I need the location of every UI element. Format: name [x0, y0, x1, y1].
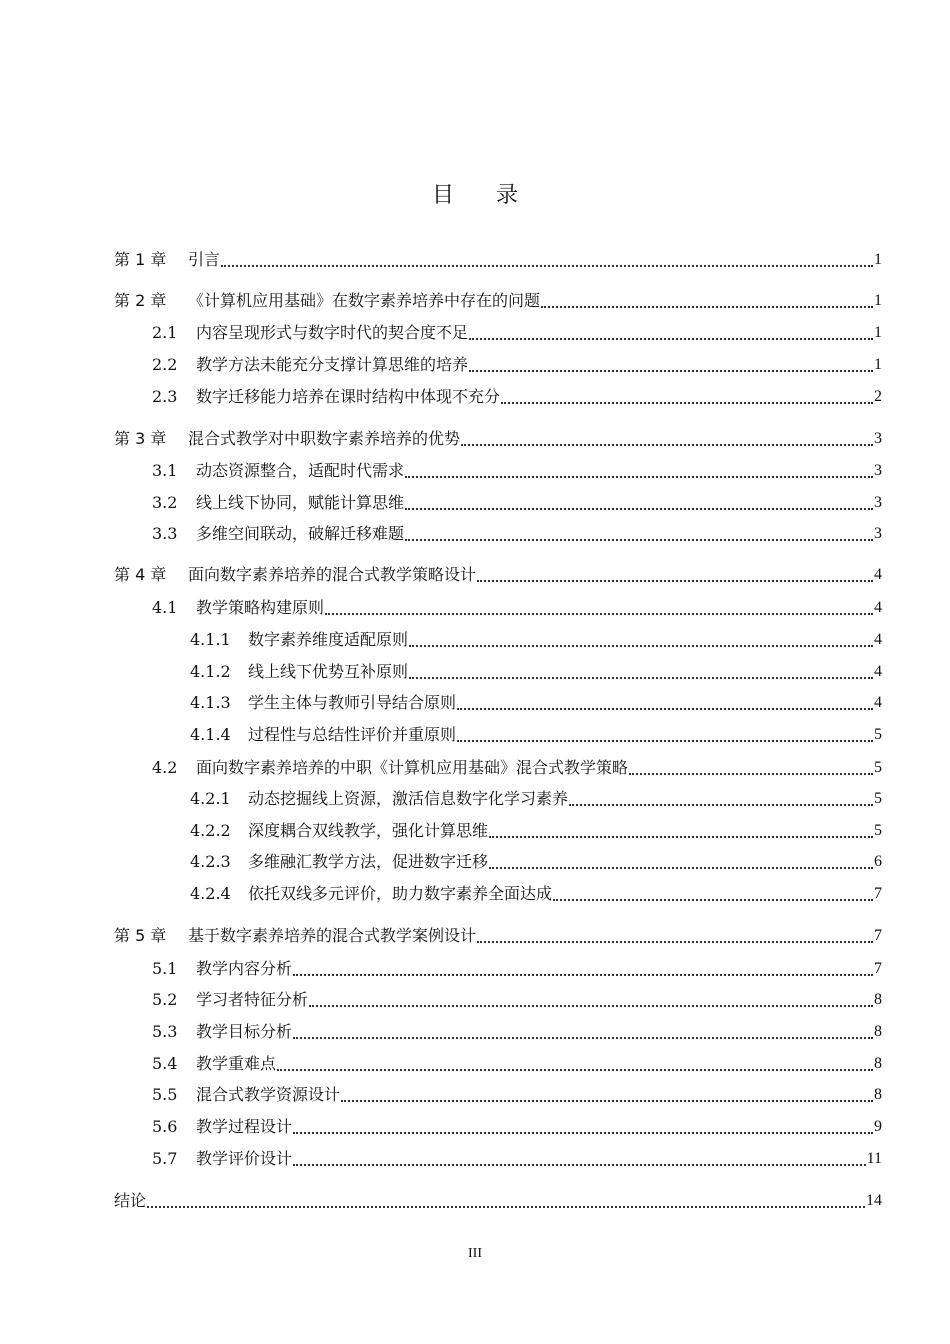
dot-leader	[469, 338, 873, 340]
toc-entry-page: 3	[874, 525, 882, 542]
toc-entry[interactable]	[0, 492, 950, 514]
toc-entry[interactable]	[0, 354, 950, 376]
toc-entry[interactable]	[0, 820, 950, 842]
dot-leader	[221, 265, 873, 267]
toc-title: 目录	[431, 183, 560, 208]
toc-entry-page: 3	[874, 462, 882, 479]
toc-entry-page: 2	[874, 388, 882, 405]
toc-entry-page: 4	[874, 566, 882, 583]
toc-entry-page: 4	[874, 631, 882, 648]
toc-entry-title: 线上线下协同，赋能计算思维	[196, 493, 405, 512]
toc-entry[interactable]	[0, 692, 950, 714]
dot-leader	[489, 836, 873, 838]
dot-leader	[489, 867, 873, 869]
dot-leader	[293, 1132, 873, 1134]
toc-entry-number: 第 5 章	[114, 926, 167, 945]
toc-entry-title: 数字素养维度适配原则	[248, 630, 409, 649]
toc-entry[interactable]	[0, 1053, 950, 1075]
toc-entry-title: 教学内容分析	[196, 959, 293, 978]
dot-leader	[541, 306, 873, 308]
toc-entry[interactable]	[0, 523, 950, 545]
toc-entry-page: 1	[874, 292, 882, 309]
toc-entry-title: 《计算机应用基础》在数字素养培养中存在的问题	[188, 291, 541, 310]
dot-leader	[409, 645, 873, 647]
toc-entry[interactable]	[0, 322, 950, 344]
dot-leader	[569, 804, 873, 806]
toc-entry-number: 4.1.4	[190, 725, 231, 744]
toc-entry-page: 1	[874, 251, 882, 268]
dot-leader	[457, 708, 873, 710]
toc-entry-number: 5.7	[152, 1149, 178, 1168]
toc-entry-title: 教学策略构建原则	[196, 598, 325, 617]
toc-entry-number: 2.1	[152, 323, 178, 342]
toc-entry[interactable]	[0, 629, 950, 651]
toc-entry-title: 混合式教学资源设计	[196, 1085, 341, 1104]
toc-entry-page: 3	[874, 430, 882, 447]
toc-entry-number: 第 4 章	[114, 565, 167, 584]
dot-leader	[325, 613, 873, 615]
toc-entry-page: 1	[874, 356, 882, 373]
toc-entry-page: 8	[874, 1023, 882, 1040]
toc-entry-number: 4.1.2	[190, 662, 231, 681]
toc-entry-page: 4	[874, 663, 882, 680]
toc-entry[interactable]	[0, 883, 950, 905]
dot-leader	[457, 740, 873, 742]
toc-entry-number: 5.6	[152, 1117, 178, 1136]
toc-entry-title: 引言	[188, 250, 221, 269]
toc-entry[interactable]	[0, 757, 950, 779]
toc-entry[interactable]	[0, 989, 950, 1011]
toc-entry-title: 学生主体与教师引导结合原则	[248, 693, 457, 712]
dot-leader	[405, 476, 873, 478]
dot-leader	[469, 370, 873, 372]
toc-entry[interactable]	[0, 1116, 950, 1138]
toc-entry[interactable]	[0, 1190, 950, 1212]
toc-entry-title: 基于数字素养培养的混合式教学案例设计	[188, 926, 477, 945]
toc-entry-title: 结论	[114, 1191, 147, 1210]
dot-leader	[409, 677, 873, 679]
toc-entry-title: 动态挖掘线上资源，激活信息数字化学习素养	[248, 789, 569, 808]
toc-entry-page: 6	[874, 853, 882, 870]
toc-entry-title: 教学重难点	[196, 1054, 277, 1073]
page-number: III	[468, 1246, 482, 1261]
dot-leader	[147, 1206, 865, 1208]
toc-entry-number: 4.1	[152, 598, 178, 617]
toc-entry-page: 8	[874, 1086, 882, 1103]
toc-entry-number: 4.1.1	[190, 630, 231, 649]
dot-leader	[293, 974, 873, 976]
toc-entry-page: 5	[874, 726, 882, 743]
toc-entry[interactable]	[0, 249, 950, 271]
dot-leader	[553, 899, 873, 901]
toc-entry-title: 线上线下优势互补原则	[248, 662, 409, 681]
toc-entry-number: 4.2.1	[190, 789, 231, 808]
toc-entry[interactable]	[0, 925, 950, 947]
toc-entry-page: 4	[874, 599, 882, 616]
toc-entry-title: 依托双线多元评价，助力数字素养全面达成	[248, 884, 553, 903]
toc-entry-number: 3.1	[152, 461, 178, 480]
toc-entry-page: 7	[874, 960, 882, 977]
dot-leader	[293, 1164, 866, 1166]
toc-entry-title: 面向数字素养培养的中职《计算机应用基础》混合式教学策略	[196, 758, 629, 777]
toc-entry-number: 4.1.3	[190, 693, 231, 712]
toc-entry-title: 过程性与总结性评价并重原则	[248, 725, 457, 744]
toc-entry-page: 5	[874, 822, 882, 839]
toc-entry-title: 混合式教学对中职数字素养培养的优势	[188, 429, 461, 448]
toc-entry-page: 8	[874, 991, 882, 1008]
toc-entry-title: 教学方法未能充分支撑计算思维的培养	[196, 355, 469, 374]
toc-entry-page: 8	[874, 1055, 882, 1072]
dot-leader	[477, 580, 873, 582]
dot-leader	[277, 1069, 873, 1071]
toc-entry[interactable]	[0, 386, 950, 408]
toc-entry-number: 5.2	[152, 990, 178, 1009]
toc-entry-title: 数字迁移能力培养在课时结构中体现不充分	[196, 387, 501, 406]
toc-entry-page: 5	[874, 759, 882, 776]
toc-entry-number: 5.5	[152, 1085, 178, 1104]
toc-entry-title: 教学过程设计	[196, 1117, 293, 1136]
toc-entry[interactable]	[0, 428, 950, 450]
toc-entry-number: 第 3 章	[114, 429, 167, 448]
toc-entry-title: 学习者特征分析	[196, 990, 309, 1009]
toc-entry[interactable]	[0, 661, 950, 683]
toc-entry-page: 4	[874, 694, 882, 711]
toc-entry-number: 3.3	[152, 524, 178, 543]
toc-entry-page: 9	[874, 1118, 882, 1135]
toc-entry-number: 第 2 章	[114, 291, 167, 310]
toc-entry-title: 动态资源整合，适配时代需求	[196, 461, 405, 480]
toc-entry-number: 2.2	[152, 355, 178, 374]
toc-entry[interactable]	[0, 958, 950, 980]
toc-entry-number: 4.2.4	[190, 884, 231, 903]
toc-entry-number: 2.3	[152, 387, 178, 406]
dot-leader	[341, 1100, 873, 1102]
toc-entry-page: 7	[874, 927, 882, 944]
dot-leader	[405, 539, 873, 541]
toc-entry-title: 面向数字素养培养的混合式教学策略设计	[188, 565, 477, 584]
toc-entry-number: 4.2.2	[190, 821, 231, 840]
dot-leader	[309, 1005, 873, 1007]
toc-entry-page: 7	[874, 885, 882, 902]
toc-entry[interactable]	[0, 724, 950, 746]
toc-entry-number: 5.1	[152, 959, 178, 978]
dot-leader	[477, 941, 873, 943]
toc-entry-page: 3	[874, 494, 882, 511]
toc-entry-title: 教学评价设计	[196, 1149, 293, 1168]
toc-entry-title: 深度耦合双线教学，强化计算思维	[248, 821, 489, 840]
toc-entry-page: 14	[866, 1192, 882, 1209]
toc-entry-number: 5.4	[152, 1054, 178, 1073]
toc-entry[interactable]	[0, 851, 950, 873]
toc-entry-number: 4.2.3	[190, 852, 231, 871]
toc-entry-title: 多维融汇教学方法，促进数字迁移	[248, 852, 489, 871]
toc-entry-number: 5.3	[152, 1022, 178, 1041]
toc-entry[interactable]	[0, 564, 950, 586]
toc-entry[interactable]	[0, 597, 950, 619]
dot-leader	[629, 773, 873, 775]
toc-entry-page: 1	[874, 324, 882, 341]
toc-entry[interactable]	[0, 1084, 950, 1106]
dot-leader	[405, 508, 873, 510]
dot-leader	[293, 1037, 873, 1039]
toc-entry-page: 11	[866, 1150, 882, 1167]
toc-entry-title: 教学目标分析	[196, 1022, 293, 1041]
dot-leader	[501, 402, 873, 404]
toc-entry[interactable]	[0, 788, 950, 810]
toc-entry-number: 3.2	[152, 493, 178, 512]
toc-entry[interactable]	[0, 1021, 950, 1043]
toc-entry-title: 多维空间联动，破解迁移难题	[196, 524, 405, 543]
toc-entry[interactable]	[0, 290, 950, 312]
dot-leader	[461, 444, 873, 446]
toc-entry[interactable]	[0, 1148, 950, 1170]
toc-entry[interactable]	[0, 460, 950, 482]
toc-entry-number: 第 1 章	[114, 250, 167, 269]
toc-entry-title: 内容呈现形式与数字时代的契合度不足	[196, 323, 469, 342]
toc-entry-page: 5	[874, 790, 882, 807]
toc-entry-number: 4.2	[152, 758, 178, 777]
